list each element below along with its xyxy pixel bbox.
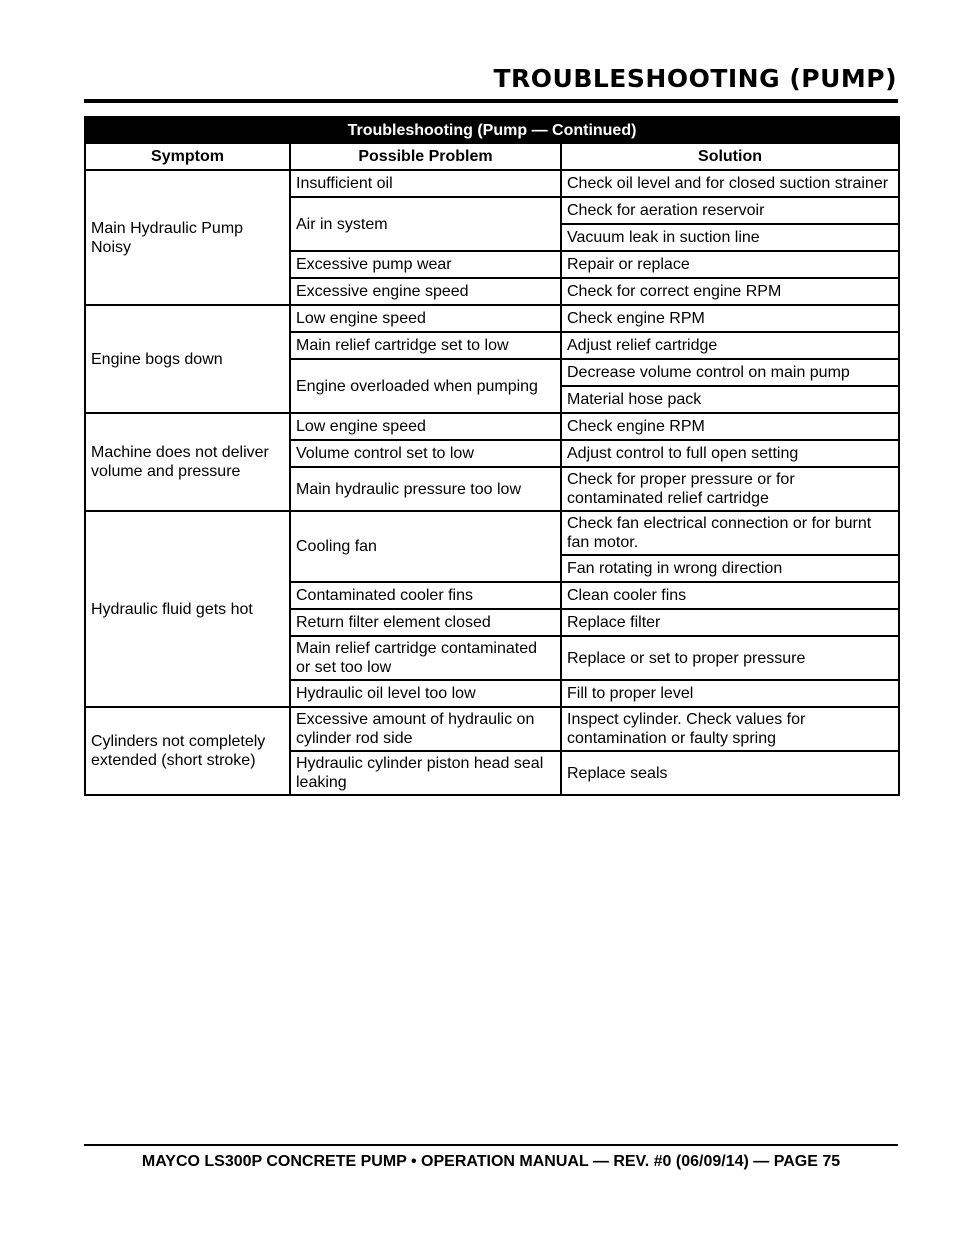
table-row xyxy=(85,170,899,197)
table-row xyxy=(85,413,899,440)
table-row xyxy=(85,305,899,332)
column-header-possible-problem: Possible Problem xyxy=(290,143,561,170)
solution-cell: Check for correct engine RPM xyxy=(561,278,899,305)
solution-cell: Fan rotating in wrong direction xyxy=(561,555,899,582)
table-banner: Troubleshooting (Pump — Continued) xyxy=(85,117,899,143)
symptom-cell: Engine bogs down xyxy=(85,305,290,413)
problem-cell: Hydraulic oil level too low xyxy=(290,680,561,707)
symptom-cell: Machine does not deliver volume and pressure xyxy=(85,413,290,511)
solution-cell: Adjust relief cartridge xyxy=(561,332,899,359)
problem-cell: Hydraulic cylinder piston head seal leaking xyxy=(290,751,561,795)
solution-cell: Adjust control to full open setting xyxy=(561,440,899,467)
footer-rule xyxy=(84,1144,898,1146)
problem-cell: Low engine speed xyxy=(290,305,561,332)
problem-cell: Volume control set to low xyxy=(290,440,561,467)
solution-cell: Repair or replace xyxy=(561,251,899,278)
problem-cell: Low engine speed xyxy=(290,413,561,440)
solution-cell: Replace seals xyxy=(561,751,899,795)
symptom-cell: Main Hydraulic Pump Noisy xyxy=(85,170,290,305)
solution-cell: Replace or set to proper pressure xyxy=(561,636,899,680)
problem-cell: Main hydraulic pressure too low xyxy=(290,467,561,511)
solution-cell: Check fan electrical connection or for burnt fan motor. xyxy=(561,511,899,555)
column-header-solution: Solution xyxy=(561,143,899,170)
problem-cell: Excessive engine speed xyxy=(290,278,561,305)
title-rule xyxy=(84,99,898,103)
solution-cell: Replace filter xyxy=(561,609,899,636)
problem-cell: Excessive amount of hydraulic on cylinder rod side xyxy=(290,707,561,751)
solution-cell: Check engine RPM xyxy=(561,413,899,440)
page-footer: MAYCO LS300P CONCRETE PUMP • OPERATION MANUAL — REV. #0 (06/09/14) — PAGE 75 xyxy=(141,1153,841,1170)
solution-cell: Clean cooler fins xyxy=(561,582,899,609)
table-row xyxy=(85,511,899,555)
solution-cell: Check engine RPM xyxy=(561,305,899,332)
problem-cell: Air in system xyxy=(290,197,561,251)
problem-cell: Contaminated cooler fins xyxy=(290,582,561,609)
problem-cell: Main relief cartridge set to low xyxy=(290,332,561,359)
page-title: TROUBLESHOOTING (PUMP) xyxy=(493,64,897,93)
table-header-row xyxy=(85,143,899,170)
table-banner-row xyxy=(85,117,899,143)
troubleshooting-table xyxy=(84,116,900,796)
solution-cell: Material hose pack xyxy=(561,386,899,413)
solution-cell: Decrease volume control on main pump xyxy=(561,359,899,386)
solution-cell: Check for proper pressure or for contaminated relief cartridge xyxy=(561,467,899,511)
problem-cell: Excessive pump wear xyxy=(290,251,561,278)
solution-cell: Check for aeration reservoir xyxy=(561,197,899,224)
problem-cell: Insufficient oil xyxy=(290,170,561,197)
problem-cell: Engine overloaded when pumping xyxy=(290,359,561,413)
problem-cell: Return filter element closed xyxy=(290,609,561,636)
symptom-cell: Cylinders not completely extended (short stroke) xyxy=(85,707,290,795)
column-header-symptom: Symptom xyxy=(85,143,290,170)
solution-cell: Fill to proper level xyxy=(561,680,899,707)
solution-cell: Inspect cylinder. Check values for contamination or faulty spring xyxy=(561,707,899,751)
problem-cell: Main relief cartridge contaminated or set too low xyxy=(290,636,561,680)
solution-cell: Check oil level and for closed suction strainer xyxy=(561,170,899,197)
problem-cell: Cooling fan xyxy=(290,511,561,582)
table-row xyxy=(85,707,899,751)
symptom-cell: Hydraulic fluid gets hot xyxy=(85,511,290,707)
solution-cell: Vacuum leak in suction line xyxy=(561,224,899,251)
